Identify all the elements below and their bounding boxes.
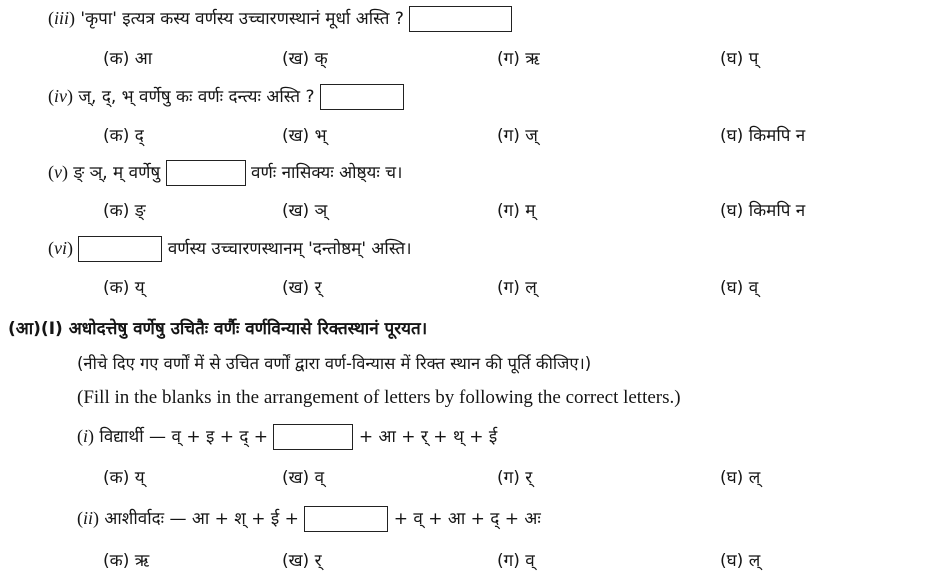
section-sub: (I) bbox=[40, 319, 63, 339]
question-text: 'कृपा' इत्यत्र कस्य वर्णस्य उच्चारणस्थानं मूर्धा अस्ति ? bbox=[80, 9, 404, 29]
option-ka[interactable]: (क) य् bbox=[103, 278, 145, 298]
answer-box[interactable] bbox=[320, 84, 404, 110]
fill-after: + व् + आ + द् + अः bbox=[393, 509, 541, 529]
answer-box[interactable] bbox=[409, 6, 512, 32]
option-kha[interactable]: (ख) क् bbox=[282, 49, 328, 69]
option-ga[interactable]: (ग) ऋ bbox=[497, 49, 540, 69]
question-number: v bbox=[54, 162, 62, 182]
fill-after: + आ + र् + थ् + ई bbox=[358, 427, 498, 447]
option-ga[interactable]: (ग) र् bbox=[497, 468, 533, 488]
answer-box[interactable] bbox=[304, 506, 388, 532]
question-number: iii bbox=[54, 8, 70, 28]
option-gha[interactable]: (घ) व् bbox=[720, 278, 759, 298]
section-hindi-instruction: (नीचे दिए गए वर्णों में से उचित वर्णों द्वारा वर्ण-विन्यास में रिक्त स्थान की पूर्ति कीजिए।) bbox=[77, 354, 592, 373]
option-ga[interactable]: (ग) म् bbox=[497, 201, 536, 221]
option-ga[interactable]: (ग) ल् bbox=[497, 278, 537, 298]
option-kha[interactable]: (ख) भ् bbox=[282, 126, 327, 146]
question-text-before: ङ् ञ्, म् वर्णेषु bbox=[73, 163, 161, 183]
section-label: (आ) bbox=[8, 319, 41, 339]
option-ka[interactable]: (क) आ bbox=[103, 49, 153, 69]
question-number: i bbox=[83, 426, 89, 446]
question-text-after: वर्णः नासिक्यः ओष्ठ्यः च। bbox=[251, 163, 403, 183]
question-vi: (vi) वर्णस्य उच्चारणस्थानम् 'दन्तोष्ठम्' अस्ति। bbox=[48, 236, 412, 260]
option-ka[interactable]: (क) य् bbox=[103, 468, 145, 488]
question-iii: (iii) 'कृपा' इत्यत्र कस्य वर्णस्य उच्चारणस्थानं मूर्धा अस्ति ? bbox=[48, 6, 512, 30]
question-number: ii bbox=[83, 508, 94, 528]
option-kha[interactable]: (ख) ञ् bbox=[282, 201, 328, 221]
option-kha[interactable]: (ख) व् bbox=[282, 468, 325, 488]
fill-question-i: (i) विद्यार्थी — व् + इ + द् + + आ + र् + थ् + ई bbox=[77, 424, 497, 448]
fill-before: आशीर्वादः — आ + श् + ई + bbox=[104, 509, 299, 529]
question-number: iv bbox=[54, 86, 67, 106]
question-text-after: वर्णस्य उच्चारणस्थानम् 'दन्तोष्ठम्' अस्ति। bbox=[167, 239, 412, 259]
question-text: ज्, द्, भ् वर्णेषु कः वर्णः दन्त्यः अस्ति ? bbox=[78, 87, 315, 107]
option-ka[interactable]: (क) ङ् bbox=[103, 201, 146, 221]
section-heading-text: अधोदत्तेषु वर्णेषु उचितैः वर्णैः वर्णविन्यासे रिक्तस्थानं पूरयत। bbox=[68, 319, 428, 339]
option-kha[interactable]: (ख) र् bbox=[282, 551, 322, 571]
answer-box[interactable] bbox=[273, 424, 353, 450]
option-ka[interactable]: (क) द् bbox=[103, 126, 144, 146]
option-gha[interactable]: (घ) किमपि न bbox=[720, 201, 806, 221]
section-english-instruction: (Fill in the blanks in the arrangement of letters by following the correct letters.) bbox=[77, 387, 681, 408]
question-iv: (iv) ज्, द्, भ् वर्णेषु कः वर्णः दन्त्यः अस्ति ? bbox=[48, 84, 404, 108]
question-v: (v) ङ् ञ्, म् वर्णेषु वर्णः नासिक्यः ओष्ठ्यः च। bbox=[48, 160, 402, 184]
option-gha[interactable]: (घ) ल् bbox=[720, 468, 761, 488]
option-ka[interactable]: (क) ऋ bbox=[103, 551, 150, 571]
option-gha[interactable]: (घ) किमपि न bbox=[720, 126, 806, 146]
section-heading bbox=[8, 317, 427, 341]
option-kha[interactable]: (ख) र् bbox=[282, 278, 322, 298]
option-ga[interactable]: (ग) ज् bbox=[497, 126, 538, 146]
option-gha[interactable]: (घ) प् bbox=[720, 49, 759, 69]
answer-box[interactable] bbox=[166, 160, 246, 186]
answer-box[interactable] bbox=[78, 236, 162, 262]
option-gha[interactable]: (घ) ल् bbox=[720, 551, 761, 571]
option-ga[interactable]: (ग) व् bbox=[497, 551, 535, 571]
fill-question-ii: (ii) आशीर्वादः — आ + श् + ई + + व् + आ + द् + अः bbox=[77, 506, 541, 530]
fill-before: विद्यार्थी — व् + इ + द् + bbox=[99, 427, 269, 447]
question-number: vi bbox=[54, 238, 67, 258]
